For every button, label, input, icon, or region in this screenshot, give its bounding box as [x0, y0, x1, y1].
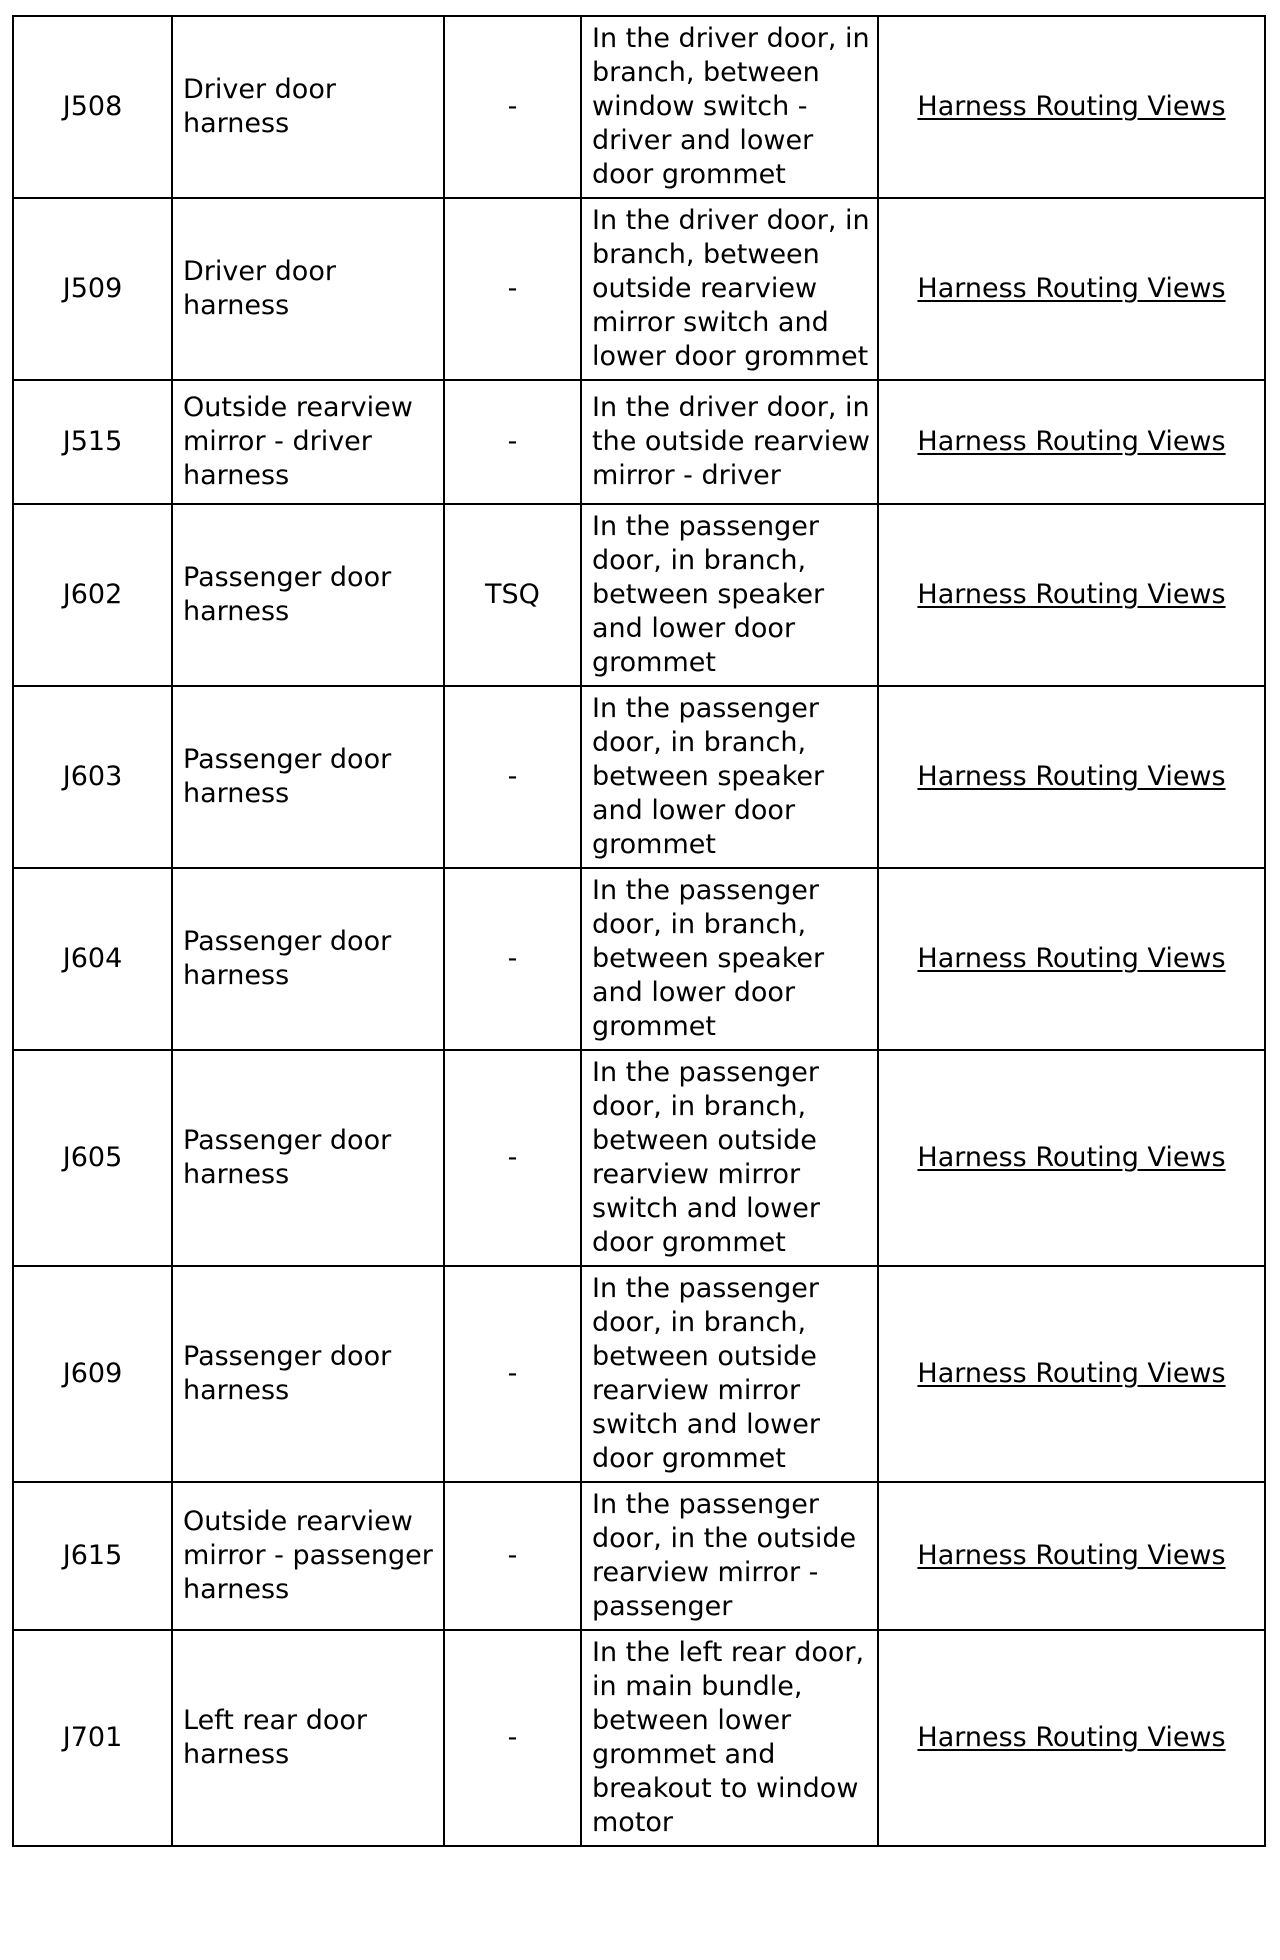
harness-description-cell: Driver door harness [172, 198, 444, 380]
table-row-j508 [13, 16, 1265, 198]
harness-routing-views-cell [878, 1482, 1265, 1630]
connector-id-cell: J605 [13, 1050, 172, 1266]
connector-id-cell: J701 [13, 1630, 172, 1846]
location-cell: In the passenger door, in branch, between speaker and lower door grommet [581, 868, 878, 1050]
location-cell: In the passenger door, in branch, between speaker and lower door grommet [581, 504, 878, 686]
table-row-j602 [13, 504, 1265, 686]
harness-routing-views-link[interactable]: Harness Routing Views [917, 91, 1226, 122]
table-row-j609 [13, 1266, 1265, 1482]
harness-routing-views-cell [878, 1050, 1265, 1266]
connector-id-cell: J602 [13, 504, 172, 686]
connector-id-cell: J604 [13, 868, 172, 1050]
location-cell: In the passenger door, in the outside rearview mirror - passenger [581, 1482, 878, 1630]
option-code-cell: TSQ [444, 504, 581, 686]
option-code-cell: - [444, 1050, 581, 1266]
harness-routing-views-link[interactable]: Harness Routing Views [917, 1358, 1226, 1389]
harness-routing-views-link[interactable]: Harness Routing Views [917, 1722, 1226, 1753]
location-cell: In the driver door, in branch, between outside rearview mirror switch and lower door grommet [581, 198, 878, 380]
harness-routing-views-cell [878, 16, 1265, 198]
harness-description-cell: Passenger door harness [172, 1266, 444, 1482]
harness-routing-views-link[interactable]: Harness Routing Views [917, 761, 1226, 792]
location-cell: In the left rear door, in main bundle, between lower grommet and breakout to window motor [581, 1630, 878, 1846]
harness-routing-views-link[interactable]: Harness Routing Views [917, 273, 1226, 304]
harness-routing-views-cell [878, 198, 1265, 380]
option-code-cell: - [444, 686, 581, 868]
connector-table [12, 15, 1266, 1847]
location-cell: In the passenger door, in branch, between outside rearview mirror switch and lower door grommet [581, 1050, 878, 1266]
harness-routing-views-cell [878, 1630, 1265, 1846]
harness-routing-views-cell [878, 1266, 1265, 1482]
connector-id-cell: J515 [13, 380, 172, 504]
harness-description-cell: Passenger door harness [172, 686, 444, 868]
connector-id-cell: J615 [13, 1482, 172, 1630]
location-cell: In the driver door, in the outside rearview mirror - driver [581, 380, 878, 504]
harness-routing-views-cell [878, 686, 1265, 868]
harness-description-cell: Passenger door harness [172, 1050, 444, 1266]
table-row-j604 [13, 868, 1265, 1050]
table-row-j515 [13, 380, 1265, 504]
connector-table-body [13, 16, 1265, 1846]
harness-description-cell: Passenger door harness [172, 868, 444, 1050]
connector-id-cell: J509 [13, 198, 172, 380]
table-row-j605 [13, 1050, 1265, 1266]
option-code-cell: - [444, 380, 581, 504]
option-code-cell: - [444, 16, 581, 198]
harness-routing-views-link[interactable]: Harness Routing Views [917, 943, 1226, 974]
harness-description-cell: Passenger door harness [172, 504, 444, 686]
table-row-j615 [13, 1482, 1265, 1630]
harness-routing-views-link[interactable]: Harness Routing Views [917, 579, 1226, 610]
option-code-cell: - [444, 1630, 581, 1846]
harness-description-cell: Driver door harness [172, 16, 444, 198]
location-cell: In the driver door, in branch, between window switch - driver and lower door grommet [581, 16, 878, 198]
table-row-j603 [13, 686, 1265, 868]
location-cell: In the passenger door, in branch, between speaker and lower door grommet [581, 686, 878, 868]
harness-description-cell: Outside rearview mirror - passenger harness [172, 1482, 444, 1630]
harness-description-cell: Left rear door harness [172, 1630, 444, 1846]
harness-description-cell: Outside rearview mirror - driver harness [172, 380, 444, 504]
option-code-cell: - [444, 198, 581, 380]
connector-id-cell: J603 [13, 686, 172, 868]
connector-id-cell: J508 [13, 16, 172, 198]
harness-routing-views-cell [878, 504, 1265, 686]
harness-routing-views-link[interactable]: Harness Routing Views [917, 1540, 1226, 1571]
location-cell: In the passenger door, in branch, between outside rearview mirror switch and lower door grommet [581, 1266, 878, 1482]
harness-routing-views-link[interactable]: Harness Routing Views [917, 1142, 1226, 1173]
harness-routing-views-link[interactable]: Harness Routing Views [917, 426, 1226, 457]
harness-routing-views-cell [878, 868, 1265, 1050]
table-row-j509 [13, 198, 1265, 380]
connector-id-cell: J609 [13, 1266, 172, 1482]
option-code-cell: - [444, 1482, 581, 1630]
table-row-j701 [13, 1630, 1265, 1846]
option-code-cell: - [444, 868, 581, 1050]
option-code-cell: - [444, 1266, 581, 1482]
harness-routing-views-cell [878, 380, 1265, 504]
